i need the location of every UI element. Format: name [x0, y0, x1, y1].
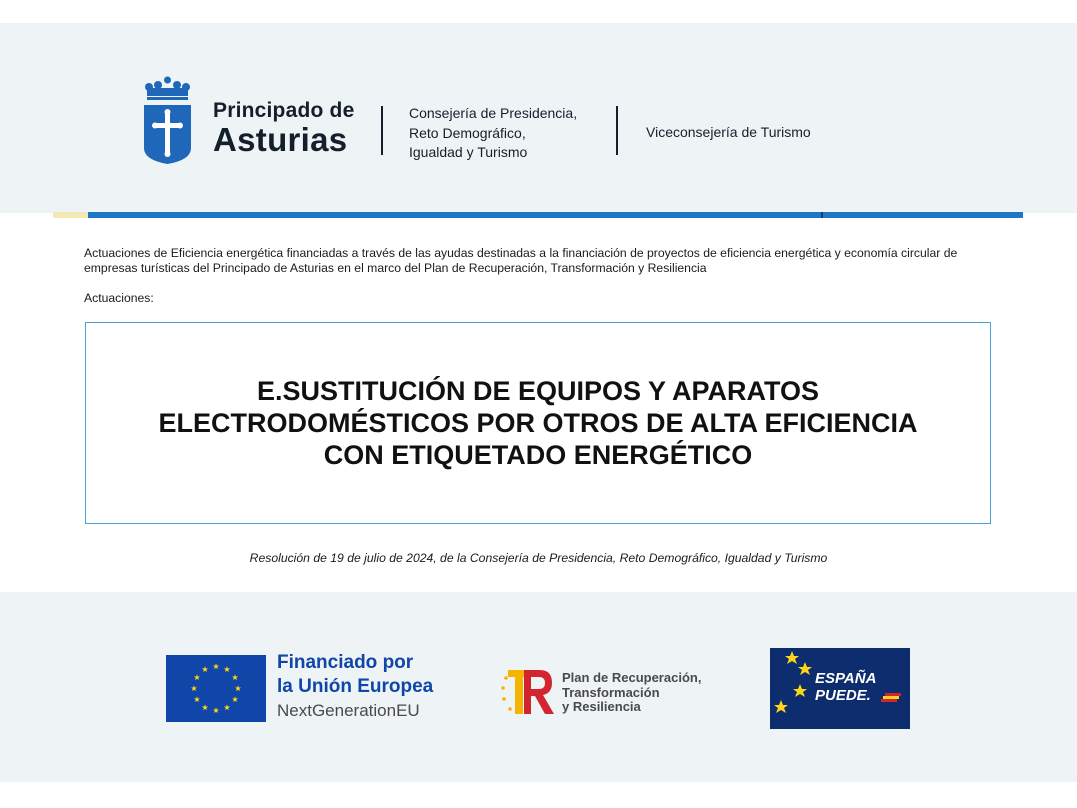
- action-title-line: E.SUSTITUCIÓN DE EQUIPOS Y APARATOS: [256, 376, 820, 406]
- prtr-logo-icon: [500, 668, 558, 716]
- viceconsejeria-name: Viceconsejería de Turismo: [646, 124, 811, 140]
- next-generation-eu-label: NextGenerationEU: [277, 701, 420, 720]
- accent-stripe-divider: [821, 212, 823, 218]
- prtr-label: [562, 671, 701, 715]
- eu-funding-label: [277, 653, 433, 719]
- consejeria-name: [409, 104, 577, 163]
- prtr-line: Transformación: [562, 684, 660, 700]
- eu-flag-icon: [166, 655, 266, 722]
- intro-text: Actuaciones de Eficiencia energética financiadas a través de las ayudas destinadas a la financiación de proyectos de eficiencia energética y economía circular de empresas turísticas del Principado de Asturias en el marco del Plan de Recuperación, Transformación y Resiliencia: [84, 246, 958, 275]
- action-title-line: ELECTRODOMÉSTICOS POR OTROS DE ALTA EFICIENCIA: [158, 408, 918, 438]
- accent-stripe-yellow: [53, 212, 88, 218]
- action-title: [148, 375, 928, 471]
- org-name: [213, 100, 354, 156]
- eu-funding-line: la Unión Europea: [277, 676, 434, 697]
- espana-line: ESPAÑA: [815, 670, 877, 687]
- espana-line: PUEDE.: [815, 687, 871, 704]
- espana-puede-text: [815, 670, 876, 704]
- prtr-line: y Resiliencia: [562, 699, 641, 714]
- crowned-shield-cross-icon: [143, 76, 192, 165]
- consejeria-line: Igualdad y Turismo: [409, 144, 528, 160]
- header-divider: [381, 106, 383, 155]
- header-divider: [616, 106, 618, 155]
- action-box: [85, 322, 991, 524]
- prtr-line: Plan de Recuperación,: [562, 670, 702, 685]
- eu-funding-line: Financiado por: [277, 652, 414, 673]
- resolution-text: Resolución de 19 de julio de 2024, de la Consejería de Presidencia, Reto Demográfico, Igualdad y Turismo: [249, 551, 828, 565]
- org-name-line2: Asturias: [213, 121, 348, 158]
- consejeria-line: Reto Demográfico,: [409, 124, 526, 141]
- consejeria-line: Consejería de Presidencia,: [409, 105, 578, 121]
- org-name-line1: Principado de: [213, 99, 355, 122]
- accent-stripe-blue: [88, 212, 1023, 218]
- actuaciones-label: Actuaciones:: [84, 291, 154, 305]
- action-title-line: CON ETIQUETADO ENERGÉTICO: [323, 440, 753, 470]
